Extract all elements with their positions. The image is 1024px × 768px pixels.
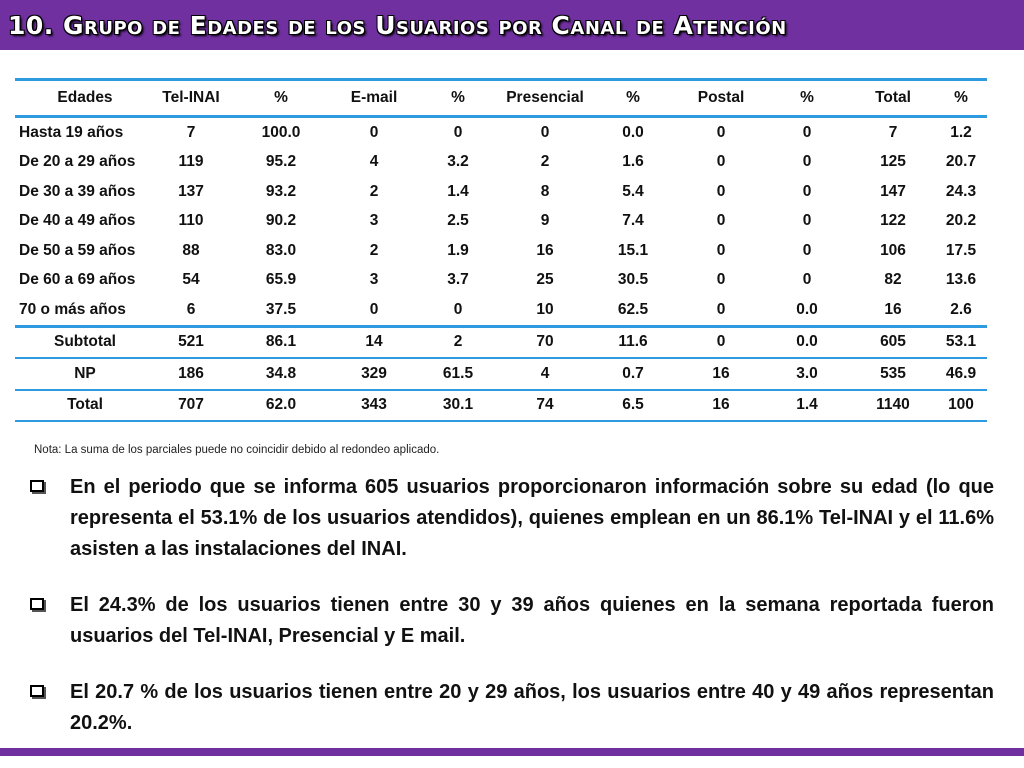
table-cell: 82 — [884, 271, 902, 289]
table-cell: 30.1 — [413, 390, 503, 422]
table-cell: 93.2 — [265, 182, 297, 200]
table-cell: 707 — [155, 390, 227, 422]
table-cell: 106 — [880, 241, 906, 259]
column-header: % — [763, 80, 851, 117]
table-cell: 34.8 — [227, 358, 335, 390]
bullet-text: El 20.7 % de los usuarios tienen entre 20 y 29 años, los usuarios entre 40 y 49 años representan 20.2%. — [70, 681, 994, 734]
table-cell: 2 — [413, 326, 503, 358]
column-header: Presencial — [503, 80, 587, 117]
table-row — [15, 117, 987, 148]
table-cell: 0 — [453, 123, 463, 141]
checkbox-bullet-icon — [30, 480, 44, 492]
table-cell: 1140 — [851, 390, 935, 422]
table-cell: 53.1 — [935, 326, 987, 358]
table-cell: 62.5 — [587, 295, 679, 326]
table-cell: 9 — [540, 212, 550, 230]
table-cell: 137 — [178, 182, 204, 200]
table-cell: 13.6 — [945, 271, 977, 289]
table-cell: 0 — [679, 326, 763, 358]
table-cell: 11.6 — [587, 326, 679, 358]
table-cell: 605 — [851, 326, 935, 358]
table-cell: 0.0 — [763, 295, 851, 326]
table-cell: 0 — [413, 295, 503, 326]
table-cell: 6 — [155, 295, 227, 326]
table-cell: 3 — [369, 212, 379, 230]
table-cell: 1.2 — [950, 123, 972, 141]
table-cell: 0 — [802, 271, 812, 289]
table-cell: 0.7 — [587, 358, 679, 390]
page-title: 10. Grupo de Edades de los Usuarios por Canal de Atención — [8, 10, 787, 40]
table-cell: 343 — [335, 390, 413, 422]
table-cell: 1.6 — [622, 153, 644, 171]
table-cell: 37.5 — [227, 295, 335, 326]
table-cell: 2 — [540, 153, 550, 171]
table-cell: 535 — [851, 358, 935, 390]
table-note: Nota: La suma de los parciales puede no coincidir debido al redondeo aplicado. — [34, 444, 440, 456]
table-cell: 14 — [335, 326, 413, 358]
checkbox-bullet-icon — [30, 685, 44, 697]
column-header: Tel-INAI — [155, 80, 227, 117]
table-cell: 0 — [802, 123, 812, 141]
table-row — [15, 266, 987, 296]
table-cell: 83.0 — [265, 241, 297, 259]
table-cell: 10 — [503, 295, 587, 326]
table-cell: 329 — [335, 358, 413, 390]
table-cell: 70 — [503, 326, 587, 358]
table-cell: 16 — [851, 295, 935, 326]
table-cell: Hasta 19 años — [19, 123, 124, 141]
table-cell: 2 — [369, 182, 379, 200]
table-cell: 15.1 — [617, 241, 649, 259]
table-cell: 3 — [369, 271, 379, 289]
table-cell: 62.0 — [227, 390, 335, 422]
table-cell: 186 — [155, 358, 227, 390]
table-cell: 0 — [716, 153, 726, 171]
table-cell: NP — [15, 358, 155, 390]
table-cell: 17.5 — [945, 241, 977, 259]
table-cell: 119 — [178, 153, 204, 171]
table-cell: 0 — [716, 241, 726, 259]
table-cell: 74 — [503, 390, 587, 422]
bottom-bar — [0, 748, 1024, 756]
age-table — [15, 78, 987, 422]
table-cell: 0 — [716, 182, 726, 200]
table-cell: 2.6 — [935, 295, 987, 326]
table-cell: 88 — [182, 241, 200, 259]
table-cell: 0 — [716, 271, 726, 289]
column-header: E-mail — [335, 80, 413, 117]
table-cell: 24.3 — [945, 182, 977, 200]
table-cell: 0.0 — [622, 123, 644, 141]
table-cell: De 50 a 59 años — [19, 241, 136, 259]
table-cell: 521 — [155, 326, 227, 358]
table-cell: 8 — [540, 182, 550, 200]
table-cell: 5.4 — [622, 182, 644, 200]
table-cell: 1.9 — [447, 241, 469, 259]
subtotal-row — [15, 326, 987, 358]
table-cell: 0 — [802, 182, 812, 200]
table-cell: 110 — [178, 212, 204, 230]
table-cell: 70 o más años — [15, 295, 155, 326]
table-row — [15, 177, 987, 207]
table-cell: 3.2 — [447, 153, 469, 171]
table-cell: 20.7 — [945, 153, 977, 171]
table-cell: 90.2 — [265, 212, 297, 230]
table-cell: 7 — [186, 123, 196, 141]
title-bar — [0, 0, 1024, 50]
np-row — [15, 358, 987, 390]
table-cell: De 20 a 29 años — [19, 153, 136, 171]
table-cell: 46.9 — [935, 358, 987, 390]
table-header-row — [15, 80, 987, 117]
table-row — [15, 207, 987, 237]
table-cell: 16 — [679, 390, 763, 422]
column-header: % — [413, 80, 503, 117]
table-cell: 1.4 — [447, 182, 469, 200]
bullet-item — [30, 677, 994, 739]
table-cell: 2 — [369, 241, 379, 259]
table-cell: 4 — [503, 358, 587, 390]
table-row — [15, 236, 987, 266]
bullet-text: En el periodo que se informa 605 usuarios proporcionaron información sobre su edad (lo que representa el 53.1% de los usuarios atendidos), quienes emplean en un 86.1% Tel-INAI y el 11.6% asisten a las instalaciones del INAI. — [70, 476, 994, 560]
table-cell: 0 — [802, 212, 812, 230]
bullet-item — [30, 590, 994, 652]
age-table-container — [15, 78, 987, 422]
table-cell: 125 — [880, 153, 906, 171]
table-row — [15, 295, 987, 326]
bullet-list — [30, 472, 994, 764]
table-cell: 0.0 — [763, 326, 851, 358]
table-cell: 61.5 — [413, 358, 503, 390]
table-cell: 86.1 — [227, 326, 335, 358]
table-cell: 7.4 — [622, 212, 644, 230]
table-cell: 100 — [935, 390, 987, 422]
column-header: Total — [851, 80, 935, 117]
table-cell: 100.0 — [261, 123, 301, 141]
table-cell: 0 — [679, 295, 763, 326]
table-cell: 25 — [536, 271, 554, 289]
table-cell: 16 — [679, 358, 763, 390]
table-row — [15, 148, 987, 178]
column-header: Edades — [15, 80, 155, 117]
table-cell: 0 — [335, 295, 413, 326]
table-cell: 65.9 — [265, 271, 297, 289]
table-cell: 6.5 — [587, 390, 679, 422]
bullet-item — [30, 472, 994, 565]
table-cell: 0 — [540, 123, 550, 141]
table-cell: 7 — [888, 123, 898, 141]
table-cell: 1.4 — [763, 390, 851, 422]
column-header: % — [587, 80, 679, 117]
table-cell: 0 — [716, 212, 726, 230]
table-cell: 3.0 — [763, 358, 851, 390]
table-cell: 147 — [880, 182, 906, 200]
table-cell: 95.2 — [265, 153, 297, 171]
table-cell: Total — [15, 390, 155, 422]
table-cell: 16 — [536, 241, 554, 259]
checkbox-bullet-icon — [30, 598, 44, 610]
column-header: % — [227, 80, 335, 117]
table-cell: 30.5 — [617, 271, 649, 289]
table-cell: Subtotal — [15, 326, 155, 358]
table-cell: 54 — [182, 271, 200, 289]
table-cell: 4 — [369, 153, 379, 171]
table-cell: 0 — [802, 241, 812, 259]
table-cell: 2.5 — [447, 212, 469, 230]
table-cell: De 40 a 49 años — [19, 212, 136, 230]
table-cell: De 60 a 69 años — [19, 271, 136, 289]
column-header: % — [935, 80, 987, 117]
table-cell: 20.2 — [945, 212, 977, 230]
table-cell: 0 — [716, 123, 726, 141]
column-header: Postal — [679, 80, 763, 117]
table-cell: 0 — [802, 153, 812, 171]
table-cell: 3.7 — [447, 271, 469, 289]
table-cell: De 30 a 39 años — [19, 182, 136, 200]
table-cell: 0 — [369, 123, 379, 141]
bullet-text: El 24.3% de los usuarios tienen entre 30 y 39 años quienes en la semana reportada fueron usuarios del Tel-INAI, Presencial y E mail. — [70, 594, 994, 647]
table-cell: 122 — [880, 212, 906, 230]
total-row — [15, 390, 987, 422]
